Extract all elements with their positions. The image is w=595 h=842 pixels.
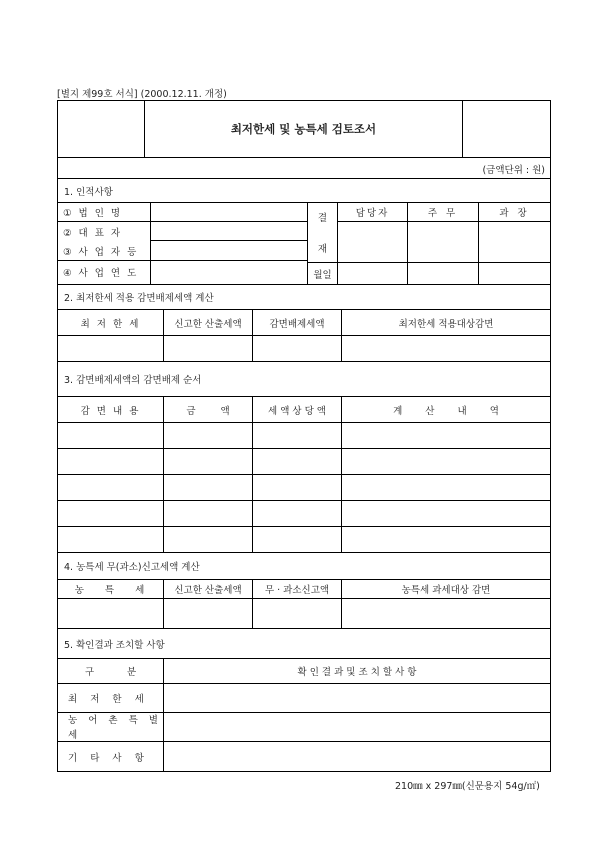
sign-manager[interactable] (479, 222, 550, 262)
s3-col-equiv-tax: 세 액 상 당 액 (252, 397, 341, 422)
s5-rural-tax-field[interactable] (163, 713, 550, 741)
title-row (58, 101, 550, 157)
s4-col-special-tax: 농 특 세 (74, 585, 147, 596)
s4-col-reported-tax: 신고한 산출세액 (163, 580, 252, 598)
s4-taxable-reduction-field[interactable] (341, 599, 550, 628)
corp-name-field[interactable] (151, 203, 307, 222)
s5-other-field[interactable] (163, 742, 550, 771)
sign-chief[interactable] (408, 222, 479, 262)
fiscal-year-field[interactable] (151, 261, 307, 283)
section4-data-row (58, 598, 550, 628)
role-chief: 주 무 (408, 203, 479, 221)
s2-col-target-reduction: 최저한세 적용대상감면 (341, 310, 550, 335)
table-row (58, 474, 550, 500)
date-officer[interactable] (338, 263, 408, 285)
s5-row-other: 기 타 사 항 (68, 752, 149, 764)
section2-title: 2. 최저한세 적용 감면배제세액 계산 (64, 293, 214, 304)
section1-heading (58, 178, 550, 202)
amount-unit: (금액단위 : 원) (482, 165, 545, 176)
s3-col-amount: 금 액 (163, 397, 252, 422)
section3-heading (58, 361, 550, 396)
s2-reported-tax-field[interactable] (163, 336, 252, 361)
unit-row (58, 157, 550, 178)
s3-col-calc-detail: 계 산 내 역 (341, 397, 550, 422)
section5-title: 5. 확인결과 조치할 사항 (64, 639, 165, 651)
table-row (58, 741, 550, 771)
business-reg-field[interactable] (151, 241, 307, 261)
section2-header-row (58, 309, 550, 335)
section4-title: 4. 농특세 무(과소)신고세액 계산 (64, 562, 200, 573)
section3-header-row (58, 396, 550, 422)
role-manager: 과 장 (499, 208, 530, 219)
s2-min-tax-field[interactable] (58, 336, 163, 361)
label-corp-name: ① 법 인 명 (58, 203, 150, 222)
date-chief[interactable] (408, 263, 479, 285)
section1-body (58, 202, 550, 284)
section2-heading (58, 284, 550, 309)
section4-heading (58, 552, 550, 579)
representative-field[interactable] (151, 222, 307, 241)
section2-data-row (58, 335, 550, 361)
section3-title: 3. 감면배제세액의 감면배제 순서 (64, 375, 202, 386)
label-representative: ② 대 표 자 (63, 227, 123, 239)
table-row (58, 712, 550, 741)
section5-heading (58, 628, 550, 658)
date-manager[interactable] (479, 263, 550, 285)
s2-excluded-tax-field[interactable] (252, 336, 341, 361)
table-row (58, 683, 550, 712)
s2-col-excluded-tax: 감면배제세액 (252, 310, 341, 335)
s4-col-unreported: 무 · 과소신고액 (252, 580, 341, 598)
s5-row-min-tax: 최 저 한 세 (68, 694, 149, 705)
paper-spec: 210㎜ x 297㎜(신문용지 54g/㎡) (395, 781, 540, 792)
s5-col-category: 구 분 (84, 667, 137, 678)
s3-col-content: 감 면 내 용 (80, 405, 141, 417)
label-business-reg: ③ 사 업 자 등 (58, 241, 150, 261)
s4-col-taxable-reduction: 농특세 과세대상 감면 (341, 580, 550, 598)
form-number-note: [별지 제99호 서식] (2000.12.11. 개정) (57, 89, 227, 100)
s4-reported-tax-field[interactable] (163, 599, 252, 628)
table-row (58, 422, 550, 448)
table-row (58, 526, 550, 552)
date-label: 월일 (313, 270, 332, 281)
s2-target-reduction-field[interactable] (341, 336, 550, 361)
s4-unreported-field[interactable] (252, 599, 341, 628)
table-row (58, 448, 550, 474)
approval-label-top: 결 (317, 213, 328, 224)
s5-row-rural-tax: 농 어 촌 특 별 세 (68, 715, 162, 741)
table-row (58, 500, 550, 526)
s4-special-tax-field[interactable] (58, 599, 163, 628)
role-officer: 담당자 (338, 203, 408, 221)
section5-header-row (58, 658, 550, 683)
s2-col-min-tax: 최 저 한 세 (80, 318, 141, 330)
label-fiscal-year: ④ 사 업 연 도 (63, 268, 139, 279)
section1-title: 1. 인적사항 (64, 186, 113, 198)
sign-officer[interactable] (338, 222, 408, 262)
approval-label-bottom: 재 (317, 244, 328, 255)
section4-header-row (58, 579, 550, 598)
s2-col-reported-tax: 신고한 산출세액 (163, 310, 252, 335)
form-title: 최저한세 및 농특세 검토조서 (144, 101, 462, 157)
s5-col-result: 확 인 결 과 및 조 치 할 사 항 (163, 659, 550, 683)
s5-min-tax-field[interactable] (163, 684, 550, 712)
review-form (57, 100, 551, 772)
